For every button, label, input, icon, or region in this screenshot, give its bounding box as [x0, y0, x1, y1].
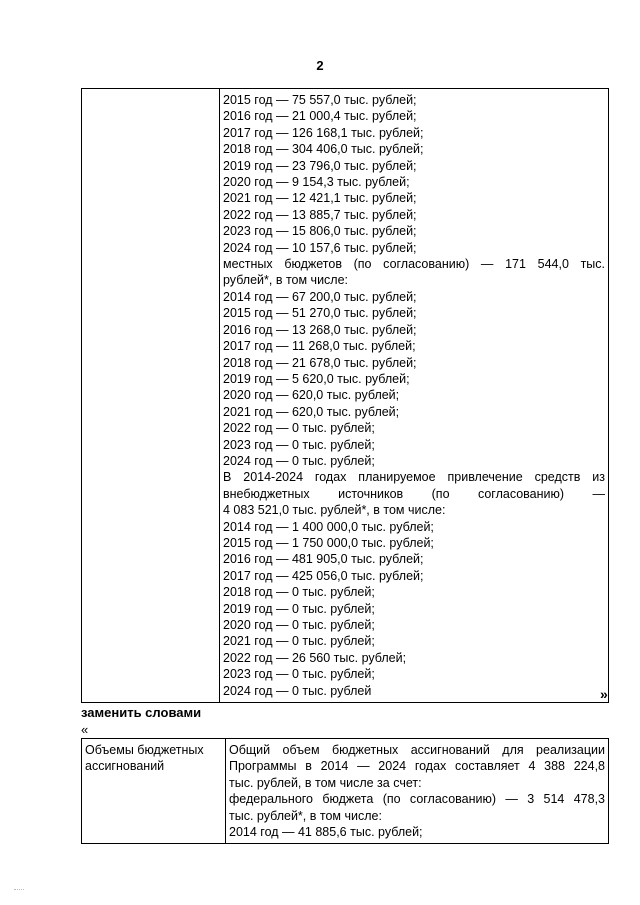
- closing-quote: »: [600, 686, 608, 702]
- table-line: 2023 год — 0 тыс. рублей;: [223, 667, 375, 682]
- table-line: рублей*, в том числе:: [223, 273, 349, 288]
- table-line: 2018 год — 0 тыс. рублей;: [223, 585, 375, 600]
- table-line: Программы в 2014 — 2024 годах составляет 4 388 224,8: [229, 759, 605, 774]
- values-cell: [226, 739, 609, 844]
- table-line: 2017 год — 11 268,0 тыс. рублей;: [223, 339, 416, 354]
- table-line: 2016 год — 21 000,4 тыс. рублей;: [223, 109, 417, 124]
- table-line: 2023 год — 15 806,0 тыс. рублей;: [223, 224, 417, 239]
- scan-corner-mark: [14, 889, 24, 894]
- table-line: 2018 год — 304 406,0 тыс. рублей;: [223, 142, 424, 157]
- label-line: ассигнований: [85, 759, 165, 774]
- table-line: 2015 год — 1 750 000,0 тыс. рублей;: [223, 535, 434, 550]
- table-line: тыс. рублей*, в том числе:: [229, 808, 382, 823]
- table-line: внебюджетных источников (по согласованию) —: [223, 486, 605, 501]
- table-line: 2019 год — 0 тыс. рублей;: [223, 601, 375, 616]
- table-line: 2023 год — 0 тыс. рублей;: [223, 437, 375, 452]
- table-line: 2022 год — 26 560 тыс. рублей;: [223, 650, 407, 665]
- table-line: Общий объем бюджетных ассигнований для реализации: [229, 743, 605, 757]
- table-line: 2021 год — 12 421,1 тыс. рублей;: [223, 191, 417, 206]
- table-line: 2015 год — 75 557,0 тыс. рублей;: [223, 93, 417, 107]
- table-line: 2014 год — 67 200,0 тыс. рублей;: [223, 289, 417, 304]
- table-line: местных бюджетов (по согласованию) — 171 544,0 тыс.: [223, 257, 605, 272]
- table-line: 2017 год — 425 056,0 тыс. рублей;: [223, 568, 424, 583]
- table-line: 2022 год — 13 885,7 тыс. рублей;: [223, 207, 417, 222]
- table-line: тыс. рублей, в том числе за счет:: [229, 775, 422, 790]
- table-line: 2020 год — 620,0 тыс. рублей;: [223, 388, 400, 403]
- table-line: В 2014-2024 годах планируемое привлечение средств из: [223, 470, 605, 485]
- table-line: 4 083 521,0 тыс. рублей*, в том числе:: [223, 503, 446, 518]
- opening-quote: «: [81, 722, 89, 737]
- table-line: 2019 год — 5 620,0 тыс. рублей;: [223, 371, 410, 386]
- label-cell-empty: [82, 89, 220, 703]
- table-line: 2015 год — 51 270,0 тыс. рублей;: [223, 306, 417, 321]
- table-line: 2014 год — 41 885,6 тыс. рублей;: [229, 825, 423, 840]
- table-line: 2024 год — 10 157,6 тыс. рублей;: [223, 240, 417, 255]
- table-line: 2024 год — 0 тыс. рублей: [223, 683, 372, 698]
- table-line: 2021 год — 0 тыс. рублей;: [223, 634, 375, 649]
- funding-table-new: [81, 738, 609, 844]
- table-line: 2018 год — 21 678,0 тыс. рублей;: [223, 355, 417, 370]
- values-cell: [220, 89, 609, 703]
- label-line: Объемы бюджетных: [85, 743, 204, 757]
- table-line: 2014 год — 1 400 000,0 тыс. рублей;: [223, 519, 434, 534]
- table-line: 2017 год — 126 168,1 тыс. рублей;: [223, 125, 424, 140]
- funding-table-continued: [81, 88, 609, 703]
- table-line: 2019 год — 23 796,0 тыс. рублей;: [223, 158, 417, 173]
- replace-instruction: заменить словами: [81, 705, 202, 720]
- table-line: федерального бюджета (по согласованию) — 3 514 478,3: [229, 792, 605, 807]
- table-line: 2016 год — 481 905,0 тыс. рублей;: [223, 552, 424, 567]
- table-line: 2021 год — 620,0 тыс. рублей;: [223, 404, 400, 419]
- table-line: 2020 год — 9 154,3 тыс. рублей;: [223, 175, 410, 190]
- page-number: 2: [316, 58, 324, 73]
- table-line: 2020 год — 0 тыс. рублей;: [223, 618, 375, 632]
- table-line: 2022 год — 0 тыс. рублей;: [223, 421, 375, 436]
- table-line: 2016 год — 13 268,0 тыс. рублей;: [223, 322, 417, 337]
- label-cell: [82, 739, 226, 844]
- table-line: 2024 год — 0 тыс. рублей;: [223, 453, 375, 468]
